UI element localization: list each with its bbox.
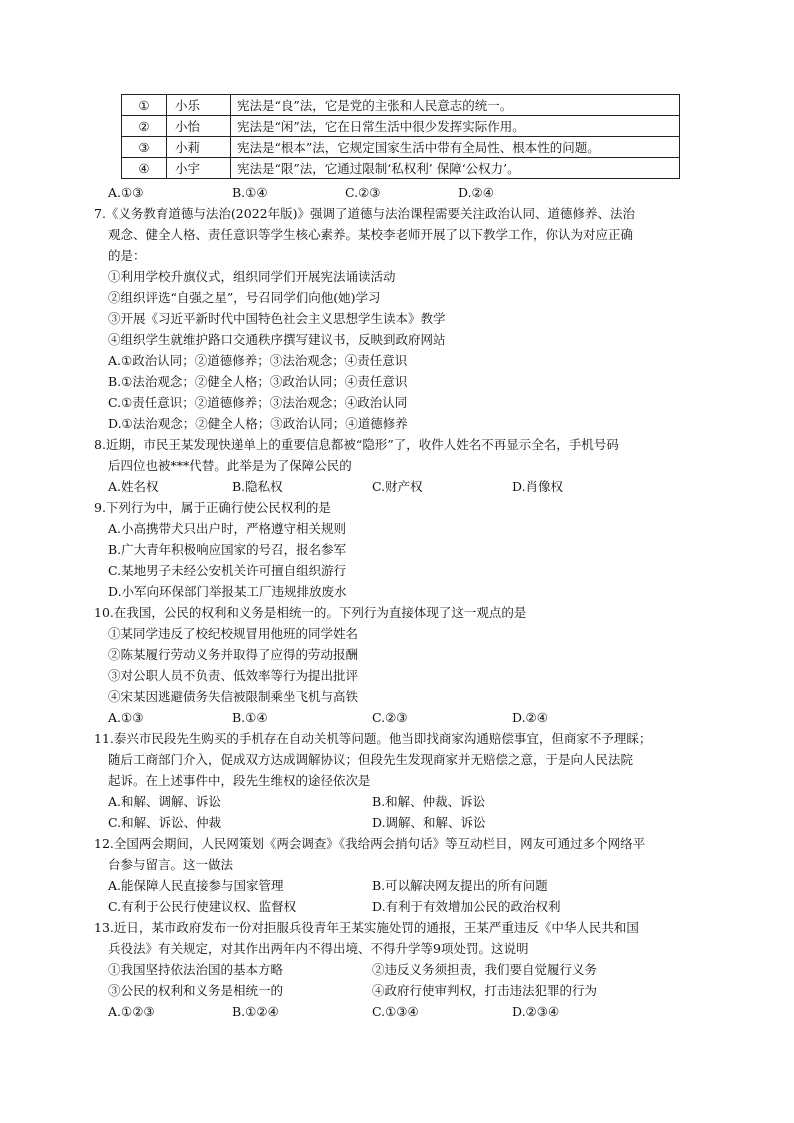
q9-option-d: D.小军向环保部门举报某工厂违规排放废水 (108, 584, 347, 599)
q10-option-d: D.②④ (512, 710, 548, 725)
q11-option-a: A.和解、调解、诉讼 (108, 794, 222, 809)
q9-stem: 9.下列行为中，属于正确行使公民权利的是 (94, 500, 331, 515)
q10-item-4: ④宋某因逃避债务失信被限制乘坐飞机与高铁 (108, 689, 359, 704)
q13-item-2: ②违反义务须担责，我们要自觉履行义务 (372, 962, 598, 977)
q12-option-b: B.可以解决网友提出的所有问题 (372, 878, 548, 893)
q9-option-a: A.小高携带犬只出户时，严格遵守相关规则 (108, 521, 347, 536)
q6-option-b: B.①④ (232, 185, 268, 200)
q7-stem-line2: 观念、健全人格、责任意识等学生核心素养。某校李老师开展了以下教学工作，你认为对应正确 (108, 227, 634, 242)
q8-stem-line1: 8.近期，市民王某发现快递单上的重要信息都被“隐形”了，收件人姓名不再显示全名，手机号码 (94, 437, 619, 452)
q13-item-1: ①我国坚持依法治国的基本方略 (108, 962, 284, 977)
q13-stem-line1: 13.近日，某市政府发布一份对拒服兵役青年王某实施处罚的通报，王某严重违反《中华人民共和国 (94, 920, 639, 935)
table-row (122, 158, 680, 179)
q7-item-2: ②组织评选“自强之星”，号召同学们向他(她)学习 (108, 290, 381, 305)
q8-option-b: B.隐私权 (232, 479, 283, 494)
row-number: ① (122, 95, 167, 116)
q8-option-a: A.姓名权 (108, 479, 159, 494)
q7-item-1: ①利用学校升旗仪式，组织同学们开展宪法诵读活动 (108, 269, 396, 284)
student-name: 小宇 (167, 158, 231, 179)
q13-option-a: A.①②③ (108, 1004, 155, 1019)
q6-option-a: A.①③ (108, 185, 144, 200)
q7-item-3: ③开展《习近平新时代中国特色社会主义思想学生读本》教学 (108, 311, 446, 326)
q11-stem-line3: 起诉。在上述事件中，段先生维权的途径依次是 (108, 773, 371, 788)
viewpoint-text: 宪法是“根本”法，它规定国家生活中带有全局性、根本性的问题。 (231, 137, 680, 158)
table-row (122, 95, 680, 116)
viewpoint-table (121, 94, 680, 179)
q13-option-b: B.①②④ (232, 1004, 279, 1019)
q9-option-b: B.广大青年积极响应国家的号召，报名参军 (108, 542, 347, 557)
q7-stem-line3: 的是： (108, 248, 146, 263)
q7-stem-line1: 7.《义务教育道德与法治(2022年版)》强调了道德与法治课程需要关注政治认同、道德修养、法治 (94, 206, 635, 221)
q12-option-c: C.有利于公民行使建议权、监督权 (108, 899, 297, 914)
row-number: ② (122, 116, 167, 137)
q7-item-4: ④组织学生就维护路口交通秩序撰写建议书，反映到政府网站 (108, 332, 446, 347)
student-name: 小怡 (167, 116, 231, 137)
q13-option-d: D.②③④ (512, 1004, 560, 1019)
q13-stem-line2: 兵役法》有关规定，对其作出两年内不得出境、不得升学等9项处罚。这说明 (108, 941, 529, 956)
q12-stem-line1: 12.全国两会期间，人民网策划《两会调查》《我给两会捎句话》等互动栏目，网友可通过多个网络平 (94, 836, 646, 851)
row-number: ④ (122, 158, 167, 179)
viewpoint-text: 宪法是“限”法，它通过限制‘私权利’ 保障‘公权力’。 (231, 158, 680, 179)
q12-option-a: A.能保障人民直接参与国家管理 (108, 878, 284, 893)
q10-option-c: C.②③ (372, 710, 408, 725)
q12-stem-line2: 台参与留言。这一做法 (108, 857, 234, 872)
viewpoint-text: 宪法是“良”法，它是党的主张和人民意志的统一。 (231, 95, 680, 116)
q11-option-b: B.和解、仲裁、诉讼 (372, 794, 486, 809)
q13-item-4: ④政府行使审判权，打击违法犯罪的行为 (372, 983, 598, 998)
q11-stem-line1: 11.泰兴市民段先生购买的手机存在自动关机等问题。他当即找商家沟通赔偿事宜，但商家不予理睬； (94, 731, 652, 746)
q8-option-c: C.财产权 (372, 479, 423, 494)
viewpoint-text: 宪法是“闲”法，它在日常生活中很少发挥实际作用。 (231, 116, 680, 137)
q10-item-1: ①某同学违反了校纪校规冒用他班的同学姓名 (108, 626, 359, 641)
q10-item-3: ③对公职人员不负责、低效率等行为提出批评 (108, 668, 359, 683)
q8-stem-line2: 后四位也被***代替。此举是为了保障公民的 (108, 458, 352, 473)
q8-option-d: D.肖像权 (512, 479, 564, 494)
q7-option-b: B.①法治观念；②健全人格；③政治认同；④责任意识 (108, 374, 408, 389)
q11-stem-line2: 随后工商部门介入，促成双方达成调解协议；但段先生发现商家并无赔偿之意，于是向人民法院 (108, 752, 634, 767)
q12-option-d: D.有利于有效增加公民的政治权利 (372, 899, 561, 914)
q7-option-d: D.①法治观念；②健全人格；③政治认同；④道德修养 (108, 416, 408, 431)
q11-option-d: D.调解、和解、诉讼 (372, 815, 486, 830)
q6-option-d: D.②④ (458, 185, 494, 200)
row-number: ③ (122, 137, 167, 158)
q7-option-c: C.①责任意识；②道德修养；③法治观念；④政治认同 (108, 395, 408, 410)
q13-item-3: ③公民的权利和义务是相统一的 (108, 983, 284, 998)
q11-option-c: C.和解、诉讼、仲裁 (108, 815, 222, 830)
table-row (122, 116, 680, 137)
q10-stem: 10.在我国，公民的权利和义务是相统一的。下列行为直接体现了这一观点的是 (94, 605, 527, 620)
q13-option-c: C.①③④ (372, 1004, 419, 1019)
q7-option-a: A.①政治认同；②道德修养；③法治观念；④责任意识 (108, 353, 408, 368)
q6-option-c: C.②③ (345, 185, 381, 200)
q9-option-c: C.某地男子未经公安机关许可擅自组织游行 (108, 563, 347, 578)
student-name: 小莉 (167, 137, 231, 158)
student-name: 小乐 (167, 95, 231, 116)
table-row (122, 137, 680, 158)
q10-option-b: B.①④ (232, 710, 268, 725)
q10-item-2: ②陈某履行劳动义务并取得了应得的劳动报酬 (108, 647, 359, 662)
q10-option-a: A.①③ (108, 710, 144, 725)
